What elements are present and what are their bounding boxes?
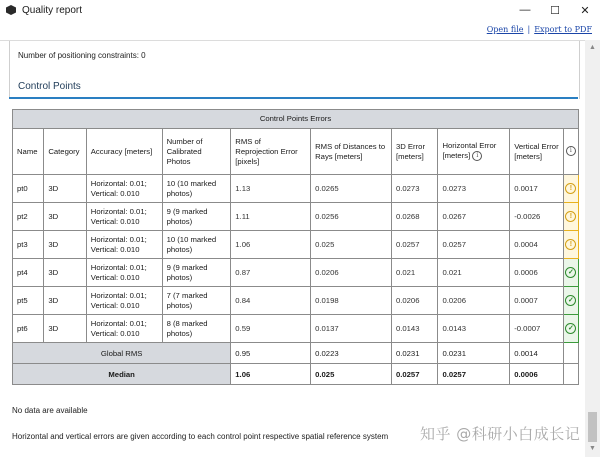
accuracy-vertical: Vertical: 0.010 (90, 216, 140, 226)
global-rms-3d-error: 0.0231 (391, 343, 437, 364)
cp-vertical-error: 0.0007 (510, 287, 564, 315)
cp-rms-distances: 0.0256 (311, 203, 392, 231)
median-vertical-error: 0.0006 (510, 364, 564, 385)
median-3d-error: 0.0257 (391, 364, 437, 385)
info-icon[interactable]: i (566, 146, 576, 156)
accuracy-horizontal: Horizontal: 0.01; (90, 234, 147, 244)
cp-accuracy (86, 287, 162, 315)
cp-horizontal-error: 0.0206 (438, 287, 510, 315)
table-row (13, 203, 579, 231)
cp-category: 3D (44, 203, 86, 231)
col-header-vertical-error: Vertical Error [meters] (510, 129, 564, 175)
cp-rms-distances: 0.0206 (311, 259, 392, 287)
report-toolbar (0, 20, 600, 40)
table-row (13, 315, 579, 343)
accuracy-vertical: Vertical: 0.010 (90, 244, 140, 254)
cp-status (563, 203, 578, 231)
cp-rms-reprojection: 1.06 (231, 231, 311, 259)
minimize-icon[interactable]: — (519, 4, 531, 16)
median-reprojection: 1.06 (231, 364, 311, 385)
section-title: Control Points (18, 81, 81, 92)
app-icon (6, 5, 16, 15)
cp-name: pt3 (13, 231, 44, 259)
accuracy-vertical: Vertical: 0.010 (90, 300, 140, 310)
cp-category: 3D (44, 175, 86, 203)
median-label: Median (13, 364, 231, 385)
cp-name: pt6 (13, 315, 44, 343)
warning-icon[interactable]: ! (565, 239, 576, 250)
col-header-horizontal-error (438, 129, 510, 175)
section-divider (9, 97, 578, 99)
checkmark-icon[interactable]: ✓ (565, 323, 576, 334)
cp-accuracy (86, 203, 162, 231)
cp-rms-reprojection: 1.11 (231, 203, 311, 231)
watermark: 知乎 @科研小白成长记 (420, 425, 581, 443)
cp-category: 3D (44, 315, 86, 343)
median-row (13, 364, 579, 385)
cp-name: pt2 (13, 203, 44, 231)
cp-name: pt5 (13, 287, 44, 315)
window-title: Quality report (22, 4, 83, 16)
cp-3d-error: 0.0206 (391, 287, 437, 315)
accuracy-horizontal: Horizontal: 0.01; (90, 206, 147, 216)
col-header-name: Name (13, 129, 44, 175)
cp-rms-reprojection: 0.59 (231, 315, 311, 343)
cp-photos: 8 (8 marked photos) (162, 315, 231, 343)
vertical-scrollbar[interactable] (585, 40, 600, 457)
cp-rms-distances: 0.0137 (311, 315, 392, 343)
col-header-category: Category (44, 129, 86, 175)
col-header-rms-distances: RMS of Distances to Rays [meters] (311, 129, 392, 175)
cp-horizontal-error: 0.0143 (438, 315, 510, 343)
scroll-up-icon[interactable]: ▲ (589, 44, 596, 51)
col-header-photos: Number of Calibrated Photos (162, 129, 231, 175)
cp-rms-distances: 0.0265 (311, 175, 392, 203)
cp-accuracy (86, 259, 162, 287)
export-pdf-link[interactable]: Export to PDF (534, 25, 592, 34)
cp-accuracy (86, 231, 162, 259)
global-rms-distances: 0.0223 (311, 343, 392, 364)
global-rms-label: Global RMS (13, 343, 231, 364)
median-status (563, 364, 578, 385)
cp-rms-reprojection: 0.84 (231, 287, 311, 315)
table-body (13, 175, 579, 343)
positioning-box (9, 41, 580, 99)
scrollbar-thumb[interactable] (588, 412, 597, 442)
cp-accuracy (86, 175, 162, 203)
global-rms-vertical-error: 0.0014 (510, 343, 564, 364)
col-header-rms-reprojection: RMS of Reprojection Error [pixels] (231, 129, 311, 175)
warning-icon[interactable]: ! (565, 211, 576, 222)
accuracy-horizontal: Horizontal: 0.01; (90, 318, 147, 328)
accuracy-horizontal: Horizontal: 0.01; (90, 178, 147, 188)
no-data-text: No data are available (12, 406, 88, 415)
cp-status (563, 175, 578, 203)
cp-horizontal-error: 0.0257 (438, 231, 510, 259)
table-caption: Control Points Errors (13, 110, 579, 129)
cp-category: 3D (44, 231, 86, 259)
cp-3d-error: 0.021 (391, 259, 437, 287)
global-rms-reprojection: 0.95 (231, 343, 311, 364)
cp-3d-error: 0.0268 (391, 203, 437, 231)
col-header-accuracy: Accuracy [meters] (86, 129, 162, 175)
cp-horizontal-error: 0.0273 (438, 175, 510, 203)
table-row (13, 231, 579, 259)
cp-horizontal-error: 0.021 (438, 259, 510, 287)
global-rms-horizontal-error: 0.0231 (438, 343, 510, 364)
positioning-constraints-text: Number of positioning constraints: 0 (18, 51, 146, 60)
cp-name: pt4 (13, 259, 44, 287)
cp-3d-error: 0.0273 (391, 175, 437, 203)
cp-photos: 7 (7 marked photos) (162, 287, 231, 315)
close-icon[interactable]: ✕ (580, 4, 590, 17)
table-row (13, 175, 579, 203)
accuracy-vertical: Vertical: 0.010 (90, 328, 140, 338)
scroll-down-icon[interactable]: ▼ (589, 445, 596, 452)
accuracy-vertical: Vertical: 0.010 (90, 188, 140, 198)
cp-vertical-error: 0.0017 (510, 175, 564, 203)
checkmark-icon[interactable]: ✓ (565, 295, 576, 306)
cp-photos: 10 (10 marked photos) (162, 175, 231, 203)
cp-vertical-error: 0.0004 (510, 231, 564, 259)
accuracy-horizontal: Horizontal: 0.01; (90, 262, 147, 272)
warning-icon[interactable]: ! (565, 183, 576, 194)
maximize-icon[interactable]: ☐ (550, 4, 560, 17)
footnote-text: Horizontal and vertical errors are given according to each control point respective spatial reference system (12, 432, 389, 441)
window-titlebar (0, 0, 600, 20)
cp-status (563, 287, 578, 315)
cp-vertical-error: -0.0026 (510, 203, 564, 231)
cp-category: 3D (44, 259, 86, 287)
global-rms-row (13, 343, 579, 364)
cp-name: pt0 (13, 175, 44, 203)
global-rms-status (563, 343, 578, 364)
cp-3d-error: 0.0257 (391, 231, 437, 259)
table-row (13, 287, 579, 315)
cp-photos: 10 (10 marked photos) (162, 231, 231, 259)
accuracy-vertical: Vertical: 0.010 (90, 272, 140, 282)
cp-status (563, 231, 578, 259)
cp-rms-distances: 0.0198 (311, 287, 392, 315)
checkmark-icon[interactable]: ✓ (565, 267, 576, 278)
cp-photos: 9 (9 marked photos) (162, 259, 231, 287)
median-distances: 0.025 (311, 364, 392, 385)
accuracy-horizontal: Horizontal: 0.01; (90, 290, 147, 300)
toolbar-separator: | (527, 25, 531, 34)
open-file-link[interactable]: Open file (486, 25, 524, 34)
table-row (13, 259, 579, 287)
cp-category: 3D (44, 287, 86, 315)
cp-rms-reprojection: 1.13 (231, 175, 311, 203)
cp-vertical-error: -0.0007 (510, 315, 564, 343)
col-header-status (563, 129, 578, 175)
cp-status (563, 315, 578, 343)
control-points-table (12, 109, 579, 385)
cp-status (563, 259, 578, 287)
cp-3d-error: 0.0143 (391, 315, 437, 343)
cp-rms-distances: 0.025 (311, 231, 392, 259)
horizontal-error-label: Horizontal Error [meters] (442, 141, 497, 161)
cp-accuracy (86, 315, 162, 343)
cp-photos: 9 (9 marked photos) (162, 203, 231, 231)
col-header-3d-error: 3D Error [meters] (391, 129, 437, 175)
cp-rms-reprojection: 0.87 (231, 259, 311, 287)
cp-horizontal-error: 0.0267 (438, 203, 510, 231)
info-icon[interactable]: i (472, 151, 482, 161)
cp-vertical-error: 0.0006 (510, 259, 564, 287)
median-horizontal-error: 0.0257 (438, 364, 510, 385)
